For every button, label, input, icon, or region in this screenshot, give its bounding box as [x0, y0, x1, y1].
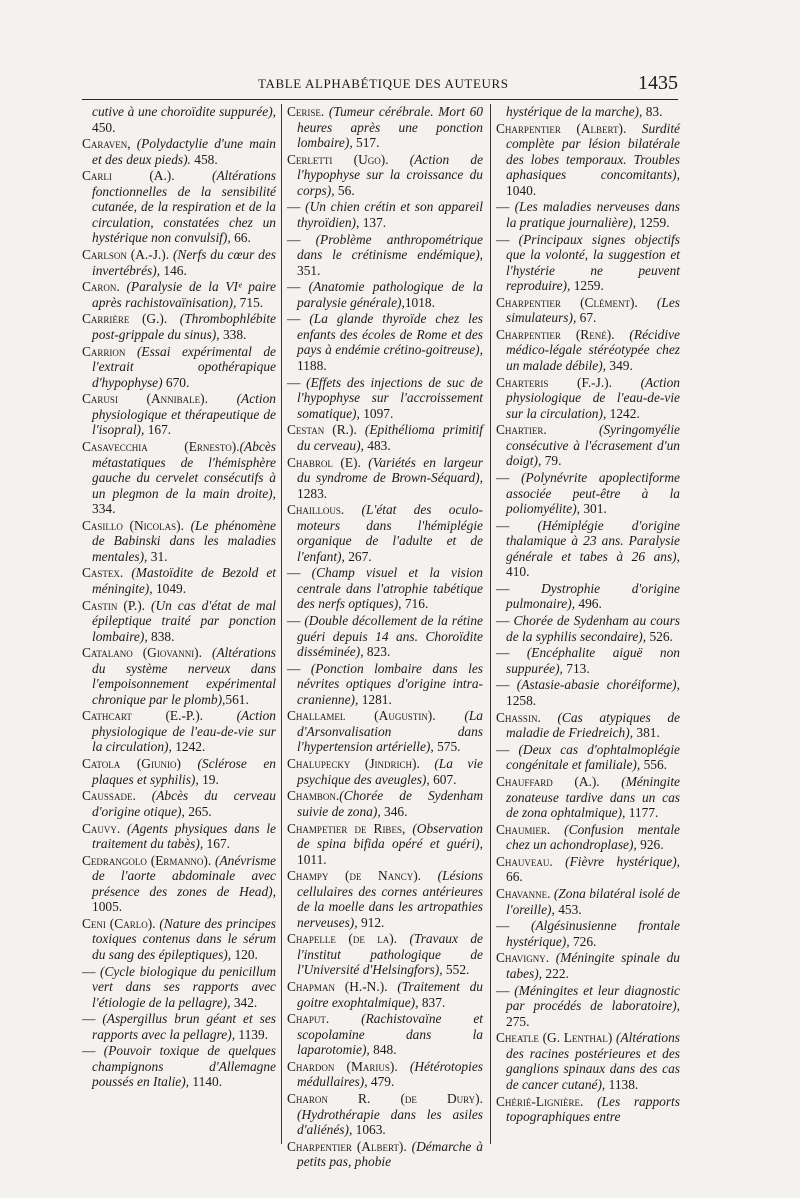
entry-title: (Epithélioma primitif du cerveau), — [297, 422, 483, 453]
index-entry — [496, 518, 680, 580]
entry-author: Cheatle (G. Lenthal) — [496, 1030, 613, 1046]
index-entry — [82, 853, 276, 915]
entry-page-ref: 349. — [606, 357, 633, 373]
index-entry — [82, 518, 276, 565]
entry-author: Champy (de Nancy). — [287, 868, 422, 884]
entry-author: Cathcart (E.-P.). — [82, 708, 204, 724]
page-number: 1435 — [638, 72, 678, 94]
entry-author: — — [496, 470, 522, 485]
index-entry — [287, 613, 483, 660]
index-entry — [287, 565, 483, 612]
entry-title: (Problème anthropométrique dans le crétinisme endémique), — [297, 231, 483, 263]
entry-page-ref: 167. — [203, 836, 230, 851]
entry-title: (Rachistovaïne et scopolamine dans la laparotomie), — [297, 1011, 483, 1058]
entry-title: (Altérations du système nerveux dans l'empoisonnement expérimental chronique par le plomb), — [92, 645, 276, 707]
index-entry — [496, 677, 680, 708]
entry-title: (Syringomyélie consécutive à l'écrasement d'un doigt), — [506, 422, 680, 469]
entry-author: Chabrol (E). — [287, 454, 361, 470]
entry-page-ref: 338. — [219, 326, 247, 342]
entry-page-ref: 1242. — [606, 405, 640, 421]
index-entry — [287, 104, 483, 151]
entry-title: (Paralysie de la VIᵉ paire après rachistovaïnisation), — [92, 279, 276, 310]
index-entry — [82, 1043, 276, 1090]
entry-page-ref: 19. — [198, 771, 219, 787]
entry-author: Chapelle (de la). — [287, 931, 398, 947]
index-entry — [287, 1091, 483, 1138]
index-entry — [496, 822, 680, 853]
column-divider — [490, 104, 491, 1144]
entry-author: Champetier de Ribes, — [287, 820, 406, 836]
entry-page-ref: 483. — [363, 437, 391, 453]
entry-title: (Pouvoir toxique de quelques champignons d'Allemagne poussés en Italie), — [92, 1043, 276, 1090]
index-entry — [287, 152, 483, 199]
index-entry — [287, 756, 483, 787]
index-column-1 — [82, 104, 276, 1150]
index-entry — [287, 931, 483, 978]
entry-author: Ceni (Carlo). — [82, 915, 156, 931]
entry-author: Cerletti (Ugo). — [287, 151, 389, 167]
entry-title: (Fièvre hystérique), — [552, 853, 680, 869]
entry-author: Charon R. (de Dury). — [287, 1091, 483, 1107]
entry-title: (Principaux signes objectifs que la volonté, la suggestion et l'hystérie ne peuvent reproduire), — [506, 231, 680, 294]
entry-title: (Lésions cellulaires des cornes antérieures de la moelle dans les artropathies nerveuses), — [297, 868, 483, 930]
entry-page-ref: 346. — [380, 803, 408, 819]
entry-title: (Ponction lombaire dans les névrites optiques d'origine intra-cranienne), — [297, 660, 483, 707]
entry-author: Cedrangolo (Ermanno). — [82, 852, 212, 868]
index-entry — [496, 950, 680, 981]
index-entry — [496, 470, 680, 517]
entry-title: (Hydrothérapie dans les asiles d'aliénés), — [297, 1106, 483, 1138]
column-divider — [281, 104, 282, 1144]
entry-page-ref: 1138. — [605, 1076, 639, 1092]
entry-author: Caussade. — [82, 788, 136, 804]
entry-author: Chaput. — [287, 1011, 330, 1027]
index-entry — [82, 439, 276, 517]
entry-title: cutive à une choroïdite suppurée), — [92, 104, 276, 119]
index-entry — [496, 645, 680, 676]
entry-title: (Les maladies nerveuses dans la pratique journalière), — [506, 199, 680, 230]
entry-author: Chauveau. — [496, 853, 553, 869]
entry-author: — — [287, 199, 306, 215]
index-entry — [496, 121, 680, 199]
entry-title: (Champ visuel et la vision centrale dans l'atrophie tabétique des nerfs optiques), — [297, 565, 483, 612]
entry-page-ref: 334. — [92, 501, 116, 516]
index-entry — [287, 821, 483, 868]
index-entry — [82, 311, 276, 342]
entry-page-ref: 66. — [230, 230, 251, 246]
header-rule — [82, 99, 678, 100]
entry-page-ref: 351. — [297, 262, 321, 278]
entry-page-ref: 67. — [576, 310, 597, 326]
entry-author: — — [287, 660, 311, 676]
entry-page-ref: 167. — [144, 422, 172, 438]
entry-page-ref: 575. — [433, 739, 461, 755]
entry-page-ref: 1097. — [359, 405, 394, 421]
index-entry — [82, 136, 276, 167]
entry-author: — — [496, 645, 527, 661]
entry-title: (Thrombophlébite post-grippale du sinus), — [92, 311, 276, 342]
entry-author: Chassin. — [496, 709, 541, 725]
entry-author: — — [496, 741, 519, 757]
entry-title: (Deux cas d'ophtalmoplégie congénitale et familiale), — [506, 741, 680, 773]
entry-page-ref: 837. — [418, 994, 446, 1010]
entry-page-ref: 1188. — [297, 357, 327, 373]
entry-author: Carlson (A.-J.). — [82, 247, 170, 263]
entry-title: (Les simulateurs), — [506, 294, 680, 326]
entry-title: (Polydactylie d'une main et des deux pieds). — [92, 136, 276, 167]
index-entry — [82, 788, 276, 819]
index-entry — [82, 645, 276, 707]
index-entry — [287, 788, 483, 819]
entry-page-ref: 823. — [363, 644, 391, 660]
entry-author: Carli (A.). — [82, 168, 175, 184]
entry-author: Charpentier (Clément). — [496, 294, 638, 310]
entry-author: Challamel (Augustin). — [287, 708, 436, 724]
entry-page-ref: 1283. — [297, 485, 328, 501]
entry-author: Chérié-Lignière. — [496, 1093, 584, 1109]
entry-title: (Nerfs du cœur des invertébrés), — [92, 247, 276, 278]
entry-page-ref: 410. — [506, 564, 530, 580]
entry-page-ref: 1259. — [570, 278, 604, 294]
entry-title: (Traitement du goitre exophtalmique), — [297, 979, 484, 1010]
entry-author: — — [287, 279, 309, 295]
index-entry — [496, 710, 680, 741]
index-entry — [82, 1011, 276, 1042]
entry-title: (Hétérotopies médullaires), — [297, 1058, 483, 1090]
entry-author: — — [82, 1043, 104, 1059]
entry-title: (L'état des oculo-moteurs dans l'hémiplégie organique de l'adulte et de l'enfant), — [297, 502, 483, 564]
entry-page-ref: 715. — [236, 294, 264, 310]
index-entry — [82, 279, 276, 310]
entry-author: Cerise. — [287, 104, 325, 119]
entry-page-ref: 1140. — [189, 1074, 223, 1090]
entry-author: — — [82, 1011, 103, 1027]
entry-author: Cestan (R.). — [287, 422, 357, 438]
entry-title: (Récidive médico-légale stéréotypée chez un malade débile), — [506, 326, 680, 373]
entry-page-ref: 83. — [642, 104, 663, 119]
entry-title: (Sclérose en plaques et syphilis), — [92, 756, 276, 787]
index-entry — [496, 327, 680, 374]
entry-title: (Agents physiques dans le traitement du tabès), — [92, 820, 276, 851]
entry-title: (Méningite zonateuse tardive dans un cas de zona ophtalmique), — [506, 774, 680, 820]
entry-page-ref: 526. — [646, 628, 673, 644]
entry-author: Catola (Giunio) — [82, 756, 181, 772]
entry-author: Chalupecky (Jindrich). — [287, 756, 420, 772]
entry-page-ref: 1063. — [352, 1122, 386, 1138]
entry-page-ref: 517. — [352, 135, 380, 150]
index-entry — [287, 1139, 483, 1170]
entry-title: (Astasie-abasie choréiforme), — [516, 677, 680, 693]
entry-title: (Les rapports topographiques entre — [506, 1093, 680, 1124]
index-entry — [496, 854, 680, 885]
index-entry — [287, 455, 483, 502]
entry-author: Carrière (G.). — [82, 311, 168, 327]
index-entry — [82, 168, 276, 246]
entry-title: (Confusion mentale chez un achondroplase), — [506, 821, 680, 853]
index-entry — [496, 581, 680, 612]
entry-title: (Essai expérimental de l'extrait opothérapique d'hypophyse) — [92, 343, 276, 390]
entry-author: Chauffard (A.). — [496, 774, 600, 789]
index-entry — [496, 983, 680, 1030]
entry-author: Charpentier (Albert). — [287, 1138, 407, 1154]
entry-title: Surdité complète par lésion bilatérale des lobes temporaux. Troubles aphasiques concomitants), — [506, 120, 680, 183]
entry-title: (Action physiologique et thérapeutique de l'isopral), — [92, 391, 277, 438]
entry-author: Chaumier. — [496, 821, 551, 837]
index-entry — [287, 422, 483, 453]
index-entry — [496, 918, 680, 949]
entry-title: (Variétés en largeur du syndrome de Brown-Séquard), — [297, 454, 483, 485]
entry-page-ref: 561. — [225, 691, 249, 707]
entry-page-ref: 848. — [369, 1042, 397, 1058]
entry-page-ref: 137. — [359, 214, 387, 230]
index-entry — [496, 1030, 680, 1092]
entry-title: (Anévrisme de l'aorte abdominale avec présence des zones de Head), — [92, 852, 276, 899]
entry-page-ref: 713. — [562, 660, 590, 676]
entry-author: Chavigny. — [496, 950, 550, 966]
entry-title: (Mastoïdite de Bezold et méningite), — [92, 565, 276, 596]
entry-page-ref: 926. — [636, 837, 664, 853]
index-entry — [496, 774, 680, 821]
entry-page-ref: 838. — [147, 628, 175, 644]
entry-page-ref: 79. — [541, 453, 562, 469]
entry-title: (Hémiplégie d'origine thalamique à 23 ans. Paralysie générale et tabes à 26 ans), — [506, 517, 680, 564]
entry-title: (Méningites et leur diagnostic par procédés de laboratoire), — [506, 982, 680, 1014]
entry-title: (Nature des principes toxiques contenus dans le sérum du sang des épileptiques), — [92, 915, 276, 962]
entry-page-ref: 1242. — [171, 739, 206, 755]
entry-author: — — [496, 613, 514, 629]
entry-title: (Le phénomène de Babinski dans les maladies mentales), — [92, 517, 276, 564]
index-entry — [82, 104, 276, 135]
entry-author: Catalano (Giovanni). — [82, 645, 202, 661]
entry-author: — — [82, 963, 101, 979]
entry-page-ref: 301. — [580, 501, 607, 516]
entry-author: Cauvy. — [82, 820, 121, 836]
entry-title: (La d'Arsonvalisation dans l'hypertension artérielle), — [297, 708, 483, 755]
entry-title: (Un cas d'état de mal épileptique traité par ponction lombaire), — [92, 597, 276, 644]
entry-page-ref: 146. — [160, 262, 187, 278]
index-entry — [287, 311, 483, 373]
entry-title: (Observation de spina bifida opéré et guéri), — [297, 820, 483, 851]
entry-title: (Chorée de Sydenham suivie de zona), — [297, 788, 483, 819]
entry-title: (Effets des injections de suc de l'hypophyse sur l'accroissement somatique), — [297, 374, 483, 421]
index-entry — [82, 598, 276, 645]
entry-page-ref: 1011. — [297, 851, 327, 867]
index-entry — [287, 1011, 483, 1058]
index-entry — [82, 821, 276, 852]
index-entry — [496, 422, 680, 469]
entry-author: Charpentier (René). — [496, 326, 615, 342]
entry-page-ref: 670. — [162, 374, 190, 390]
entry-author: Chardon (Marius). — [287, 1058, 398, 1074]
entry-title: (Abcès métastatiques de l'hémisphère gauche du cervelet consécutifs à un plegmon de la main droite), — [92, 439, 276, 501]
entry-author: Caraven, — [82, 136, 131, 152]
entry-author: Carrion — [82, 343, 126, 359]
entry-title: (La glande thyroïde chez les enfants des écoles de Rome et des pays à endémie crétino-goitreuse), — [297, 311, 483, 358]
index-entry — [496, 613, 680, 644]
index-entry — [287, 1059, 483, 1090]
entry-page-ref: 607. — [429, 771, 457, 787]
entry-author: — — [287, 565, 312, 581]
entry-author: — — [496, 982, 515, 998]
entry-page-ref: 381. — [633, 725, 660, 741]
entry-page-ref: 716. — [401, 596, 429, 612]
entry-page-ref: 66. — [506, 869, 523, 885]
entry-page-ref: 1139. — [235, 1026, 269, 1042]
header-title: TABLE ALPHABÉTIQUE DES AUTEURS — [258, 76, 509, 91]
entry-author: — — [496, 199, 515, 215]
index-entry — [82, 391, 276, 438]
entry-title: (Action de l'hypophyse sur la croissance du corps), — [297, 151, 484, 198]
entry-author: Casavecchia (Ernesto). — [82, 439, 240, 454]
index-entry — [496, 232, 680, 294]
entry-title: (La vie psychique des aveugles), — [297, 756, 483, 787]
entry-page-ref: 275. — [506, 1013, 530, 1029]
index-column-3 — [496, 104, 680, 1150]
entry-title: (Encéphalite aiguë non suppurée), — [506, 645, 680, 676]
entry-title: Chorée de Sydenham au cours de la syphilis secondaire), — [506, 613, 680, 644]
index-column-2 — [287, 104, 484, 1170]
entry-author: Casillo (Nicolas). — [82, 517, 184, 533]
index-entry — [496, 199, 680, 230]
entry-page-ref: 56. — [334, 182, 355, 198]
entry-title: (Méningite spinale du tabes), — [506, 950, 680, 981]
entry-page-ref: 222. — [542, 965, 569, 981]
index-entry — [82, 756, 276, 787]
entry-title: (Travaux de l'institut pathologique de l'Université d'Helsingfors), — [297, 931, 483, 978]
index-entry — [287, 661, 483, 708]
entry-author: Chaillous. — [287, 502, 345, 518]
entry-page-ref: 1005. — [92, 899, 123, 915]
running-header — [82, 72, 678, 96]
entry-title: (Action physiologique de l'eau-de-vie sur la circulation), — [506, 374, 681, 421]
entry-author: Charteris (F.-J.). — [496, 374, 612, 390]
index-entry — [287, 199, 483, 230]
index-entry — [82, 344, 276, 391]
entry-page-ref: 31. — [147, 548, 168, 564]
index-entry — [496, 104, 680, 120]
entry-page-ref: 120. — [231, 946, 258, 962]
index-entry — [82, 916, 276, 963]
entry-title: (Polynévrite apoplectiforme associée peut-être à la poliomyélite), — [506, 470, 680, 516]
entry-author: — — [496, 517, 538, 533]
entry-title: (Anatomie pathologique de la paralysie générale), — [297, 279, 483, 310]
entry-title: hystérique de la marche), — [506, 104, 643, 119]
entry-author: — — [287, 231, 316, 247]
entry-title: (Altérations des racines postérieures et des ganglions spinaux dans des cas de cancer cutané), — [506, 1030, 680, 1092]
entry-page-ref: 458. — [190, 151, 218, 167]
entry-title: (Un chien crétin et son appareil thyroïdien), — [297, 199, 483, 230]
entry-author: Charpentier (Albert). — [496, 120, 627, 136]
entry-title: (Abcès du cerveau d'origine otique), — [92, 788, 276, 819]
entry-page-ref: 1018. — [404, 294, 435, 310]
entry-page-ref: 1177. — [625, 805, 659, 820]
entry-page-ref: 1258. — [506, 692, 537, 708]
index-entry — [496, 742, 680, 773]
entry-author: Castin (P.). — [82, 597, 145, 613]
entry-page-ref: 1259. — [636, 214, 670, 230]
index-entry — [287, 708, 483, 755]
entry-page-ref: 496. — [575, 596, 602, 612]
entry-author: — — [496, 231, 519, 247]
entry-page-ref: 265. — [184, 803, 212, 819]
index-entry — [496, 1094, 680, 1125]
entry-author: Chartier. — [496, 422, 547, 438]
entry-author: — — [287, 311, 310, 327]
entry-page-ref: 342. — [230, 994, 258, 1010]
entry-page-ref: 479. — [367, 1074, 395, 1090]
entry-title: (Action physiologique de l'eau-de-vie sur la circulation), — [92, 708, 276, 755]
index-entry — [287, 232, 483, 279]
entry-author: Chavanne. — [496, 886, 551, 902]
entry-page-ref: 552. — [442, 962, 470, 978]
index-entry — [496, 375, 680, 422]
entry-page-ref: 1040. — [506, 182, 537, 198]
entry-title: (Double décollement de la rétine guéri depuis 14 ans. Choroïdite disséminée), — [297, 613, 483, 660]
index-entry — [82, 964, 276, 1011]
entry-author: Chapman (H.-N.). — [287, 979, 388, 995]
entry-title: (Aspergillus brun géant et ses rapports avec la pellagre), — [92, 1011, 276, 1042]
entry-page-ref: 450. — [92, 119, 116, 135]
entry-title: (Démarche à petits pas, phobie — [297, 1138, 483, 1170]
entry-page-ref: 453. — [554, 901, 582, 917]
entry-author: — — [496, 580, 542, 596]
entry-author: Chambon. — [287, 788, 340, 804]
entry-author: — — [287, 613, 305, 629]
index-entry — [496, 295, 680, 326]
entry-author: — — [496, 677, 517, 693]
entry-page-ref: 267. — [344, 548, 372, 564]
entry-author: — — [496, 918, 531, 934]
entry-title: (Cas atypiques de maladie de Friedreich), — [506, 709, 680, 741]
entry-title: (Altérations fonctionnelles de la sensibilité cutanée, de la respiration et de la circulation, constatées chez un hystérique non convulsif), — [92, 168, 276, 246]
index-entry — [82, 247, 276, 278]
index-entry — [496, 886, 680, 917]
entry-page-ref: 726. — [569, 933, 597, 949]
index-entry — [82, 708, 276, 755]
index-entry — [287, 279, 483, 310]
index-entry — [287, 868, 483, 930]
index-entry — [287, 502, 483, 564]
entry-title: Dystrophie d'origine pulmonaire), — [506, 580, 680, 612]
entry-author: Castex. — [82, 565, 124, 581]
index-entry — [82, 565, 276, 596]
entry-author: — — [287, 374, 307, 390]
index-entry — [287, 979, 483, 1010]
entry-title: (Tumeur cérébrale. Mort 60 heures après une ponction lombaire), — [297, 104, 483, 150]
entry-author: Caron. — [82, 279, 120, 295]
entry-page-ref: 556. — [640, 757, 668, 773]
entry-title: (Cycle biologique du penicillum vert dans ses rapports avec l'étiologie de la pellagre), — [92, 963, 276, 1010]
index-entry — [287, 375, 483, 422]
entry-page-ref: 912. — [357, 914, 385, 930]
entry-page-ref: 1281. — [358, 691, 392, 707]
entry-title: (Algésinusienne frontale hystérique), — [506, 918, 680, 949]
entry-title: (Zona bilatéral isolé de l'oreille), — [506, 886, 680, 917]
entry-author: Carusi (Annibale). — [82, 391, 208, 407]
entry-page-ref: 1049. — [152, 580, 187, 596]
